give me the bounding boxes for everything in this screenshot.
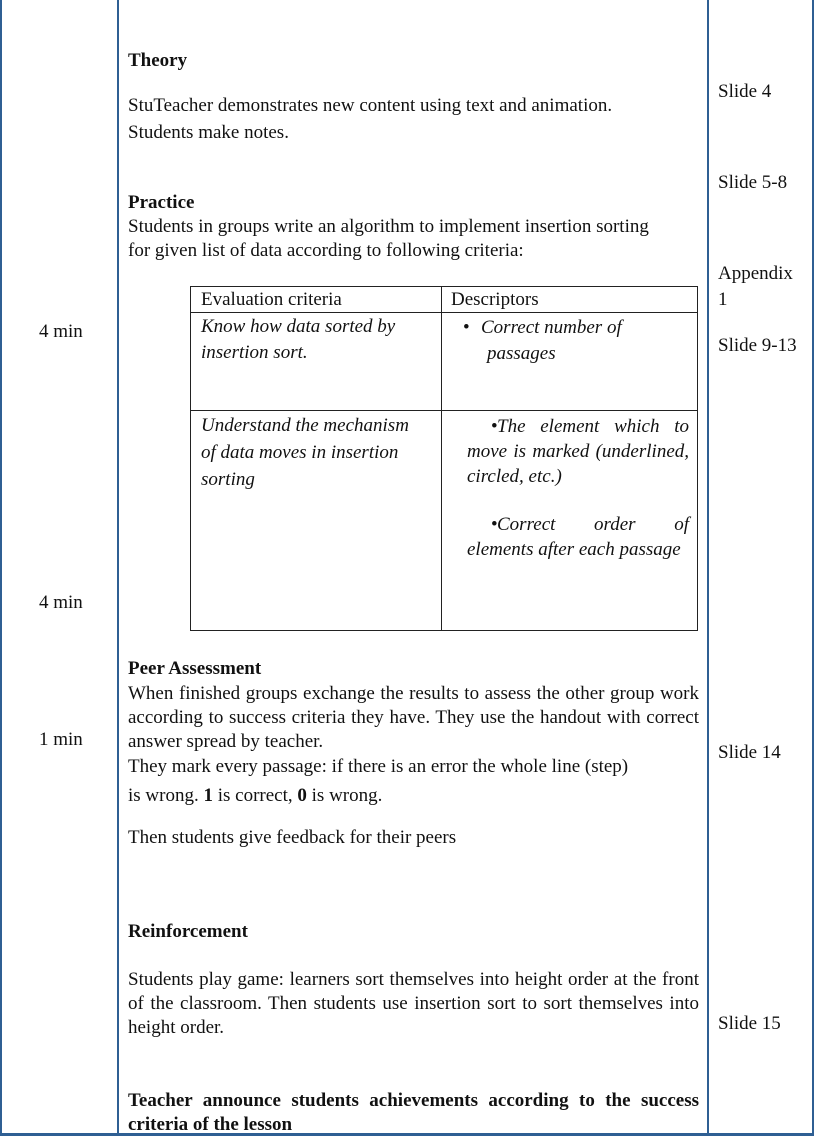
resource-entry: Slide 14 (718, 742, 781, 763)
theory-text: StuTeacher demonstrates new content using text and animation. (128, 95, 613, 116)
descriptor-cell: • Correct number of passages (463, 317, 622, 364)
peer-assessment-text: is wrong. 1 is correct, 0 is wrong. (128, 785, 383, 806)
column-divider-right (707, 0, 709, 1136)
resource-entry: Slide 15 (718, 1013, 781, 1034)
resource-entry: Slide 4 (718, 81, 772, 102)
resource-entry: Appendix (718, 263, 793, 284)
peer-assessment-text: They mark every passage: if there is an error the whole line (step) (128, 756, 629, 777)
reinforcement-heading: Reinforcement (128, 921, 248, 942)
descriptor-cell: •The element which to move is marked (underlined, circled, etc.) (467, 416, 689, 487)
descriptor-cell: •Correct order of elements after each passage (467, 514, 689, 560)
reinforcement-text: Students play game: learners sort themselves into height order at the front of the classroom. Then students use insertion sort to sort themselves into height order. (128, 969, 699, 1038)
column-divider-left (117, 0, 119, 1136)
table-row-divider (191, 410, 697, 411)
timing-entry: 1 min (39, 729, 83, 750)
resource-entry: Slide 9-13 (718, 335, 797, 356)
practice-heading: Practice (128, 192, 195, 213)
resource-entry: Slide 5-8 (718, 172, 788, 193)
peer-assessment-heading: Peer Assessment (128, 658, 262, 679)
evaluation-criteria-table (190, 286, 698, 631)
timing-entry: 4 min (39, 321, 83, 342)
closing-text: Teacher announce students achievements according to the success criteria of the lesson (128, 1090, 699, 1135)
criterion-cell: Understand the mechanism of data moves in insertion sorting (201, 415, 409, 490)
timing-entry: 4 min (39, 592, 83, 613)
peer-assessment-text: When finished groups exchange the results to assess the other group work according to success criteria they have. They use the handout with correct answer spread by teacher. (128, 683, 699, 752)
theory-text: Students make notes. (128, 122, 289, 143)
column-header: Evaluation criteria (201, 289, 342, 310)
bullet-icon: • (463, 317, 470, 338)
column-header: Descriptors (451, 289, 539, 310)
resource-entry: 1 (718, 289, 728, 310)
practice-text: Students in groups write an algorithm to implement insertion sorting (128, 216, 649, 237)
criterion-cell: Know how data sorted by insertion sort. (201, 316, 396, 363)
theory-heading: Theory (128, 50, 188, 71)
bullet-icon: • (491, 514, 498, 535)
peer-feedback-text: Then students give feedback for their peers (128, 827, 457, 848)
bullet-icon: • (491, 416, 498, 437)
practice-text: for given list of data according to following criteria: (128, 240, 524, 261)
table-column-divider (441, 287, 442, 630)
